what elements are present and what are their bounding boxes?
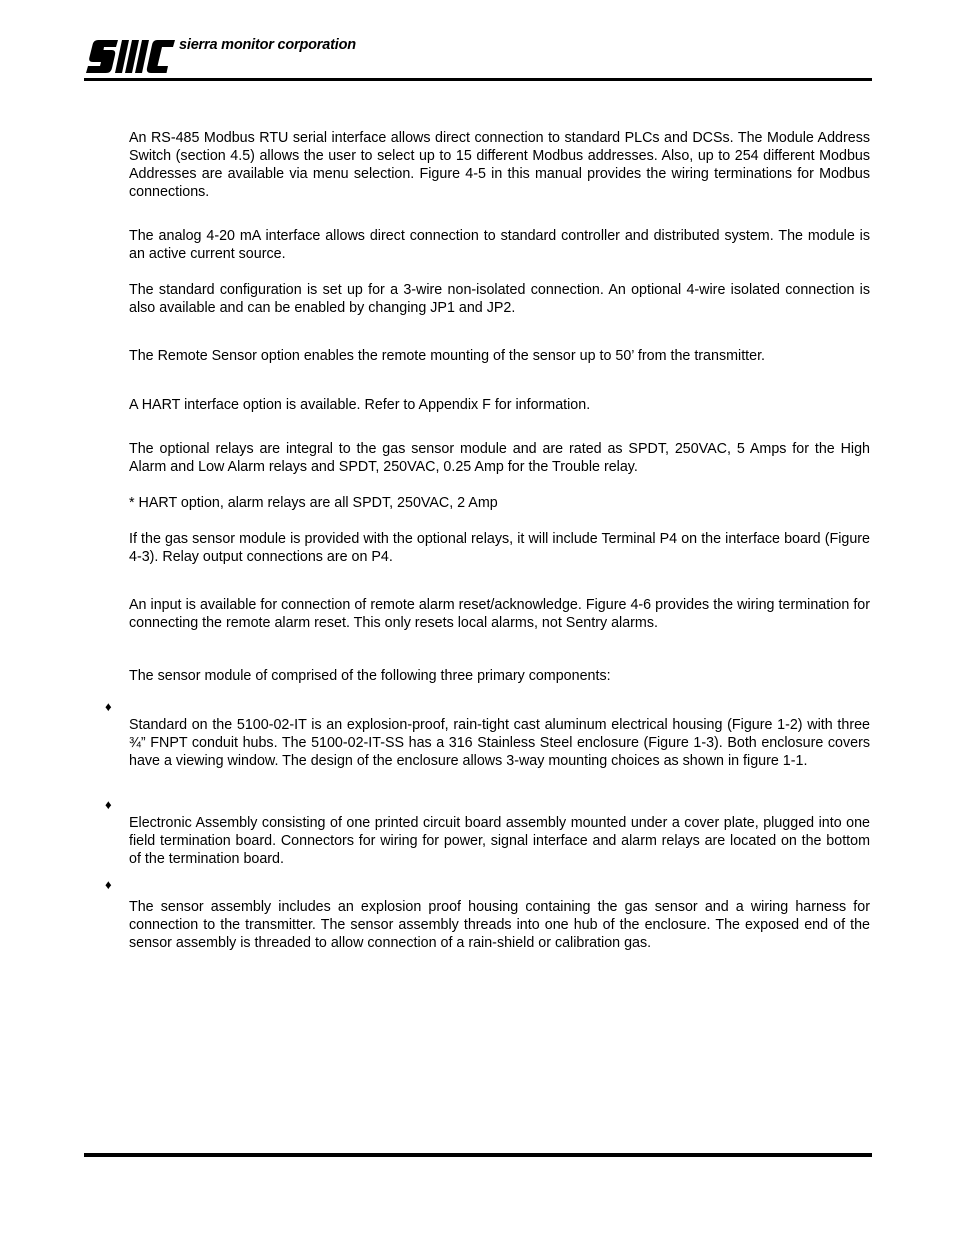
paragraph-sensor-assembly: The sensor assembly includes an explosion proof housing containing the gas sensor and a wiring harness for connection to the transmitter. The sensor assembly threads into one hub of the enclosure. The exposed end of the sensor assembly is threaded to allow connection of a rain-shield or calibration gas.: [129, 899, 870, 951]
paragraph-hart: A HART interface option is available. Refer to Appendix F for information.: [129, 397, 591, 413]
footer-rule: [84, 1153, 872, 1157]
paragraph-enclosure: Standard on the 5100-02-IT is an explosion-proof, rain-tight cast aluminum electrical housing (Figure 1-2) with three ¾” FNPT conduit hubs. The 5100-02-IT-SS has a 316 Stainless Steel enclosure (Figure 1-3). Both enclosure covers have a viewing window. The design of the enclosure allows 3-way mounting choices as shown in figure 1-1.: [129, 717, 870, 769]
paragraph-components-intro: The sensor module of comprised of the following three primary components:: [129, 668, 611, 684]
paragraph-electronic-assembly: Electronic Assembly consisting of one printed circuit board assembly mounted under a cover plate, plugged into one field termination board. Connectors for wiring for power, signal interface and alarm relays are located on the bottom of the termination board.: [129, 815, 870, 867]
paragraph-analog: The analog 4-20 mA interface allows direct connection to standard controller and distributed system. The module is an active current source.: [129, 228, 870, 262]
paragraph-modbus: An RS-485 Modbus RTU serial interface allows direct connection to standard PLCs and DCSs. The Module Address Switch (section 4.5) allows the user to select up to 15 different Modbus addresses. Also, up to 254 different Modbus Addresses are available via menu selection. Figure 4-5 in this manual provides the wiring terminations for Modbus connections.: [129, 130, 870, 200]
paragraph-remote-reset: An input is available for connection of remote alarm reset/acknowledge. Figure 4-6 provides the wiring termination for connecting the remote alarm reset. This only resets local alarms, not Sentry alarms.: [129, 597, 870, 631]
bullet-icon: ♦: [105, 797, 112, 812]
paragraph-hart-note: * HART option, alarm relays are all SPDT, 250VAC, 2 Amp: [129, 495, 498, 511]
smc-logo: [84, 38, 176, 74]
paragraph-relays: The optional relays are integral to the gas sensor module and are rated as SPDT, 250VAC, 5 Amps for the High Alarm and Low Alarm relays and SPDT, 250VAC, 0.25 Amp for the Trouble relay.: [129, 441, 870, 475]
paragraph-configuration: The standard configuration is set up for a 3-wire non-isolated connection. An optional 4-wire isolated connection is also available and can be enabled by changing JP1 and JP2.: [129, 282, 870, 316]
page-header: [84, 36, 872, 81]
company-name: sierra monitor corporation: [179, 37, 356, 53]
header-rule: [84, 78, 872, 81]
bullet-icon: ♦: [105, 877, 112, 892]
paragraph-remote-sensor: The Remote Sensor option enables the remote mounting of the sensor up to 50’ from the transmitter.: [129, 348, 766, 364]
paragraph-terminal-p4: If the gas sensor module is provided with the optional relays, it will include Terminal P4 on the interface board (Figure 4-3). Relay output connections are on P4.: [129, 531, 870, 565]
bullet-icon: ♦: [105, 699, 112, 714]
